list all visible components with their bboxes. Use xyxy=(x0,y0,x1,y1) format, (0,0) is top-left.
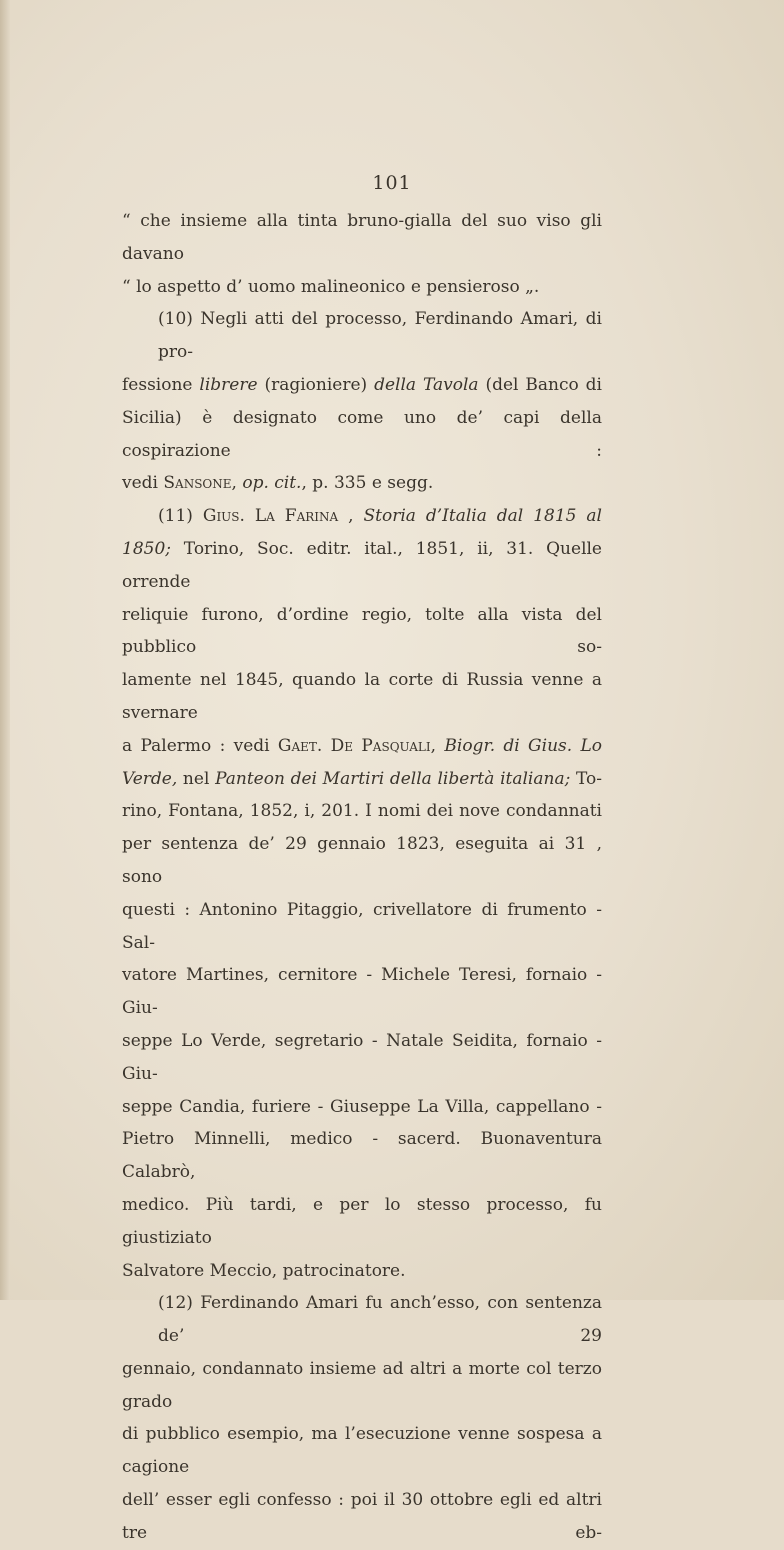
text-line xyxy=(122,271,602,304)
text-line xyxy=(122,467,602,500)
text-span: vedi xyxy=(122,473,164,494)
italic-span: Panteon dei Martiri della libertà italiana; xyxy=(215,768,571,789)
small-caps-span: Gius. La Farina xyxy=(202,506,339,527)
text-line xyxy=(122,1353,602,1419)
text-line xyxy=(122,369,602,402)
text-span: reliquie furono, d’ordine regio, tolte alla vista del pubblico so- xyxy=(122,604,602,658)
text-line xyxy=(122,730,602,763)
text-span: rino, Fontana, 1852, i, 201. I nomi dei nove condannati xyxy=(122,801,602,822)
text-span: questi : Antonino Pitaggio, crivellatore di frumento - Sal- xyxy=(122,899,602,953)
text-span: , xyxy=(430,735,445,756)
text-line xyxy=(122,500,602,533)
italic-span: librere xyxy=(199,374,258,395)
text-span: (del Banco di xyxy=(478,374,602,395)
text-span: , xyxy=(338,506,364,527)
text-line xyxy=(122,402,602,468)
text-span: lamente nel 1845, quando la corte di Russia venne a svernare xyxy=(122,670,602,723)
italic-span: Verde, xyxy=(122,768,178,789)
text-span: Salvatore Meccio, patrocinatore. xyxy=(122,1260,406,1281)
small-caps-span: Sansone xyxy=(163,473,232,494)
italic-span: op. cit. xyxy=(242,473,302,494)
italic-span: 1850; xyxy=(122,538,171,559)
text-line xyxy=(122,1025,602,1091)
text-span: (ragioniere) xyxy=(257,374,375,395)
text-line xyxy=(122,1287,602,1353)
text-line xyxy=(122,533,602,599)
text-span: seppe Lo Verde, segretario - Natale Seidita, fornaio - Giu- xyxy=(122,1030,602,1084)
text-line xyxy=(122,828,602,894)
text-span: gennaio, condannato insieme ad altri a morte col terzo grado xyxy=(122,1358,602,1412)
text-span: di pubblico esempio, ma l’esecuzione venne sospesa a cagione xyxy=(122,1424,602,1478)
text-line xyxy=(122,763,602,796)
text-span: dell’ esser egli confesso : poi il 30 ottobre egli ed altri tre eb- xyxy=(122,1490,602,1543)
text-line xyxy=(122,1418,602,1484)
italic-span: della Tavola xyxy=(374,374,479,395)
text-span: Torino, Soc. editr. ital., 1851, ii, 31. Quelle orrende xyxy=(122,538,602,592)
footnotes-text xyxy=(122,205,602,1550)
text-span: To- xyxy=(570,768,602,789)
text-span: “ lo aspetto d’ uomo malineonico e pensieroso „. xyxy=(122,276,540,297)
text-span: , p. 335 e segg. xyxy=(301,473,434,494)
text-span: Sicilia) è designato come uno de’ capi della cospirazione : xyxy=(122,407,602,461)
text-line xyxy=(122,795,602,828)
page-number: 101 xyxy=(372,172,412,194)
text-span: Pietro Minnelli, medico - sacerd. Buonaventura Calabrò, xyxy=(122,1129,602,1183)
text-span: (11) xyxy=(158,506,203,527)
text-span: per sentenza de’ 29 gennaio 1823, eseguita ai 31 , sono xyxy=(122,834,602,887)
text-line xyxy=(122,303,602,369)
page-spine-shadow xyxy=(0,0,10,1300)
text-span: a Palermo : vedi xyxy=(122,735,278,756)
text-span: fessione xyxy=(122,374,200,395)
text-line xyxy=(122,1255,602,1288)
text-span: , xyxy=(231,473,243,494)
small-caps-span: Gaet. De Pasquali xyxy=(277,735,431,756)
italic-span: Storia d’Italia dal 1815 al xyxy=(363,506,602,527)
text-span: (10) Negli atti del processo, Ferdinando Amari, di pro- xyxy=(158,309,602,363)
text-line xyxy=(122,1484,602,1550)
text-line xyxy=(122,1189,602,1255)
text-span: vatore Martines, cernitore - Michele Teresi, fornaio - Giu- xyxy=(122,965,602,1019)
text-span: “ che insieme alla tinta bruno-gialla del suo viso gli davano xyxy=(122,211,602,264)
text-line xyxy=(122,664,602,730)
text-line xyxy=(122,1091,602,1124)
text-span: seppe Candia, furiere - Giuseppe La Villa, cappellano - xyxy=(122,1096,602,1117)
italic-span: Biogr. di Gius. Lo xyxy=(444,735,602,756)
text-span: nel xyxy=(177,768,216,789)
text-line xyxy=(122,599,602,665)
text-span: (12) Ferdinando Amari fu anch’esso, con sentenza de’ 29 xyxy=(158,1293,602,1347)
text-line xyxy=(122,894,602,960)
text-line xyxy=(122,1123,602,1189)
text-line xyxy=(122,959,602,1025)
text-line xyxy=(122,205,602,271)
text-span: medico. Più tardi, e per lo stesso processo, fu giustiziato xyxy=(122,1194,602,1248)
